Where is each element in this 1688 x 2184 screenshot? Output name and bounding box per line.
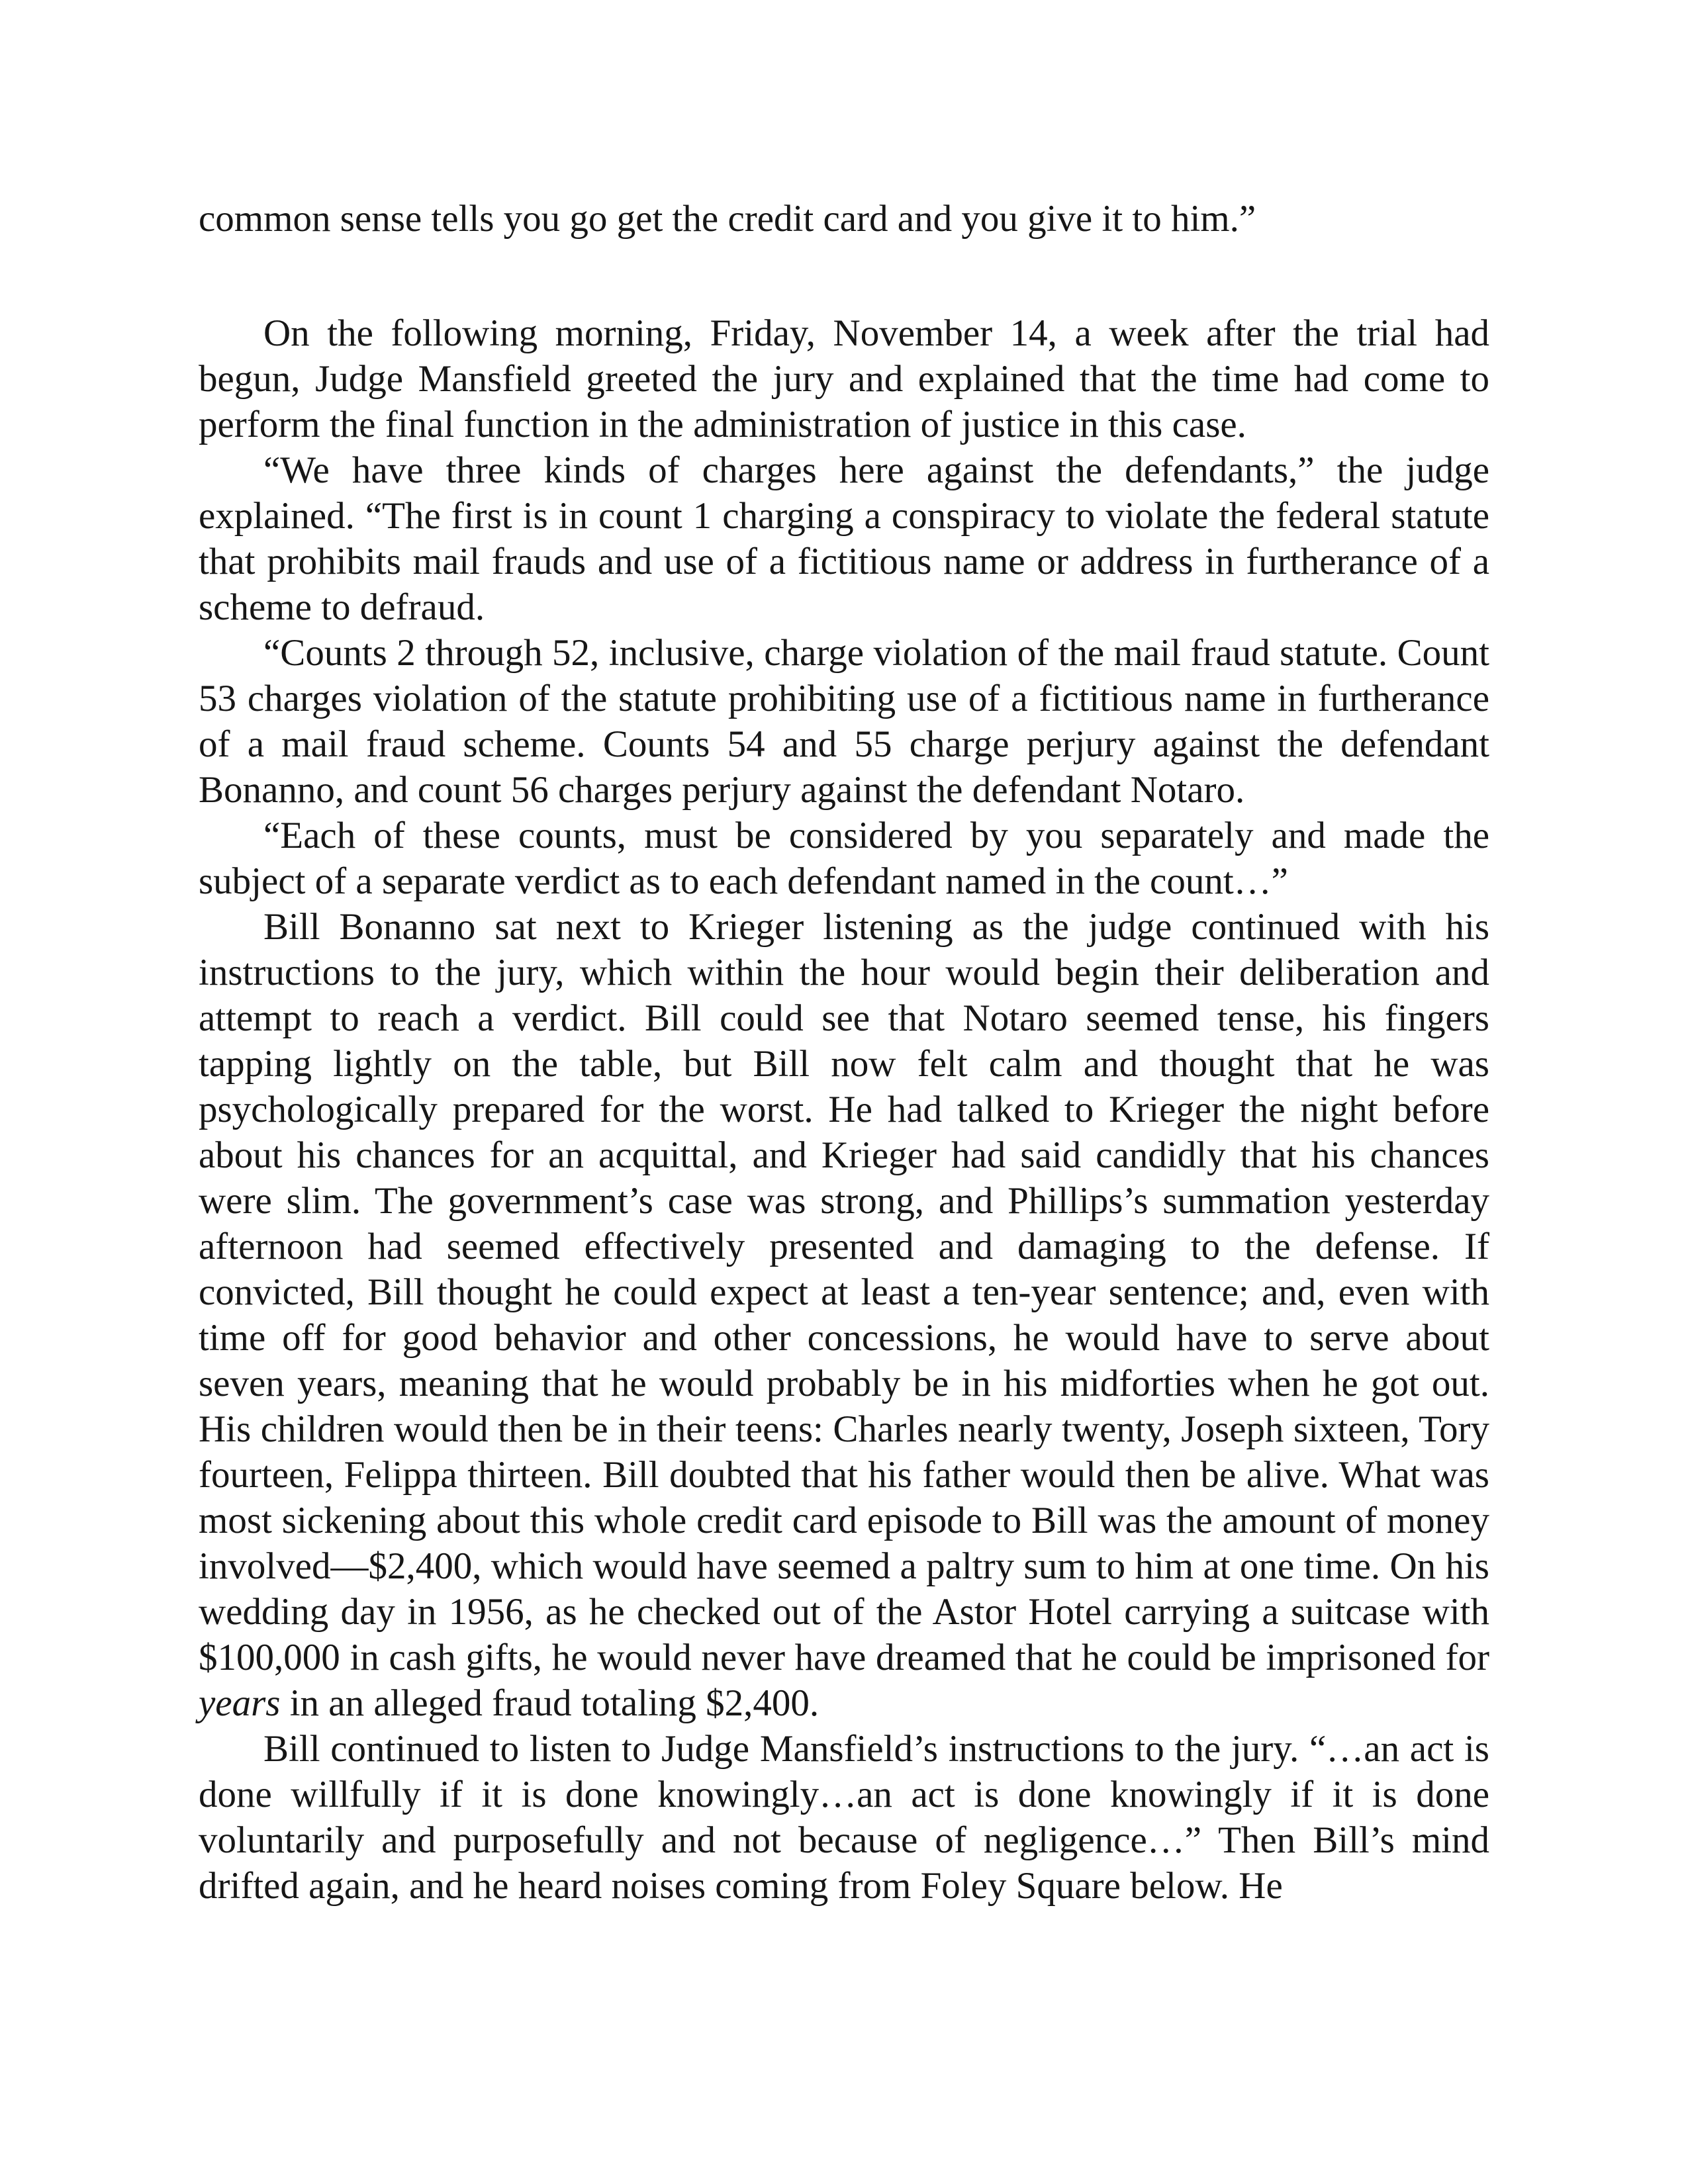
paragraph: On the following morning, Friday, November 14, a week after the trial had begun, Judge Mansfield greeted the jury and explained that the time had come to perform the final function in the administration of justice in this case. [199, 312, 1489, 445]
paragraph: Bill continued to listen to Judge Mansfield’s instructions to the jury. “…an act is done willfully if it is done knowingly…an act is done knowingly if it is done voluntarily and purposefully and not because of negligence…” Then Bill’s mind drifted again, and he heard noises coming from Foley Square below. He [199, 1728, 1489, 1907]
paragraph: “Counts 2 through 52, inclusive, charge violation of the mail fraud statute. Count 53 charges violation of the statute prohibiting use of a fictitious name in furtherance of a mail fraud scheme. Counts 54 and 55 charge perjury against the defendant Bonanno, and count 56 charges perjury against the defendant Notaro. [199, 632, 1489, 811]
paragraph-continuation: common sense tells you go get the credit card and you give it to him.” [199, 198, 1256, 240]
paragraph: “Each of these counts, must be considered by you separately and made the subject of a separate verdict as to each defendant named in the count…” [199, 815, 1489, 902]
book-page [199, 196, 1489, 1909]
paragraph-text: Bill Bonanno sat next to Krieger listening as the judge continued with his instructions to the jury, which within the hour would begin their deliberation and attempt to reach a verdict. Bill could see that Notaro seemed tense, his fingers tapping lightly on the table, but Bill now felt calm and thought that he was psychologically prepared for the worst. He had talked to Krieger the night before about his chances for an acquittal, and Krieger had said candidly that his chances were slim. The government’s case was strong, and Phillips’s summation yesterday afternoon had seemed effectively presented and damaging to the defense. If convicted, Bill thought he could expect at least a ten-year sentence; and, even with time off for good behavior and other concessions, he would have to serve about seven years, meaning that he would probably be in his midforties when he got out. His children would then be in their teens: Charles nearly twenty, Joseph sixteen, Tory fourteen, Felippa thirteen. Bill doubted that his father would then be alive. What was most sickening about this whole credit card episode to Bill was the amount of money involved—$2,400, which would have seemed a paltry sum to him at one time. On his wedding day in 1956, as he checked out of the Astor Hotel carrying a suitcase with $100,000 in cash gifts, he would never have dreamed that he could be imprisoned for [199, 906, 1489, 1678]
emphasized-word: years [199, 1682, 281, 1724]
paragraph: “We have three kinds of charges here against the defendants,” the judge explained. “The first is in count 1 charging a conspiracy to violate the federal statute that prohibits mail frauds and use of a fictitious name or address in furtherance of a scheme to defraud. [199, 449, 1489, 628]
paragraph [199, 904, 1489, 1726]
paragraph-text: in an alleged fraud totaling $2,400. [280, 1682, 820, 1724]
